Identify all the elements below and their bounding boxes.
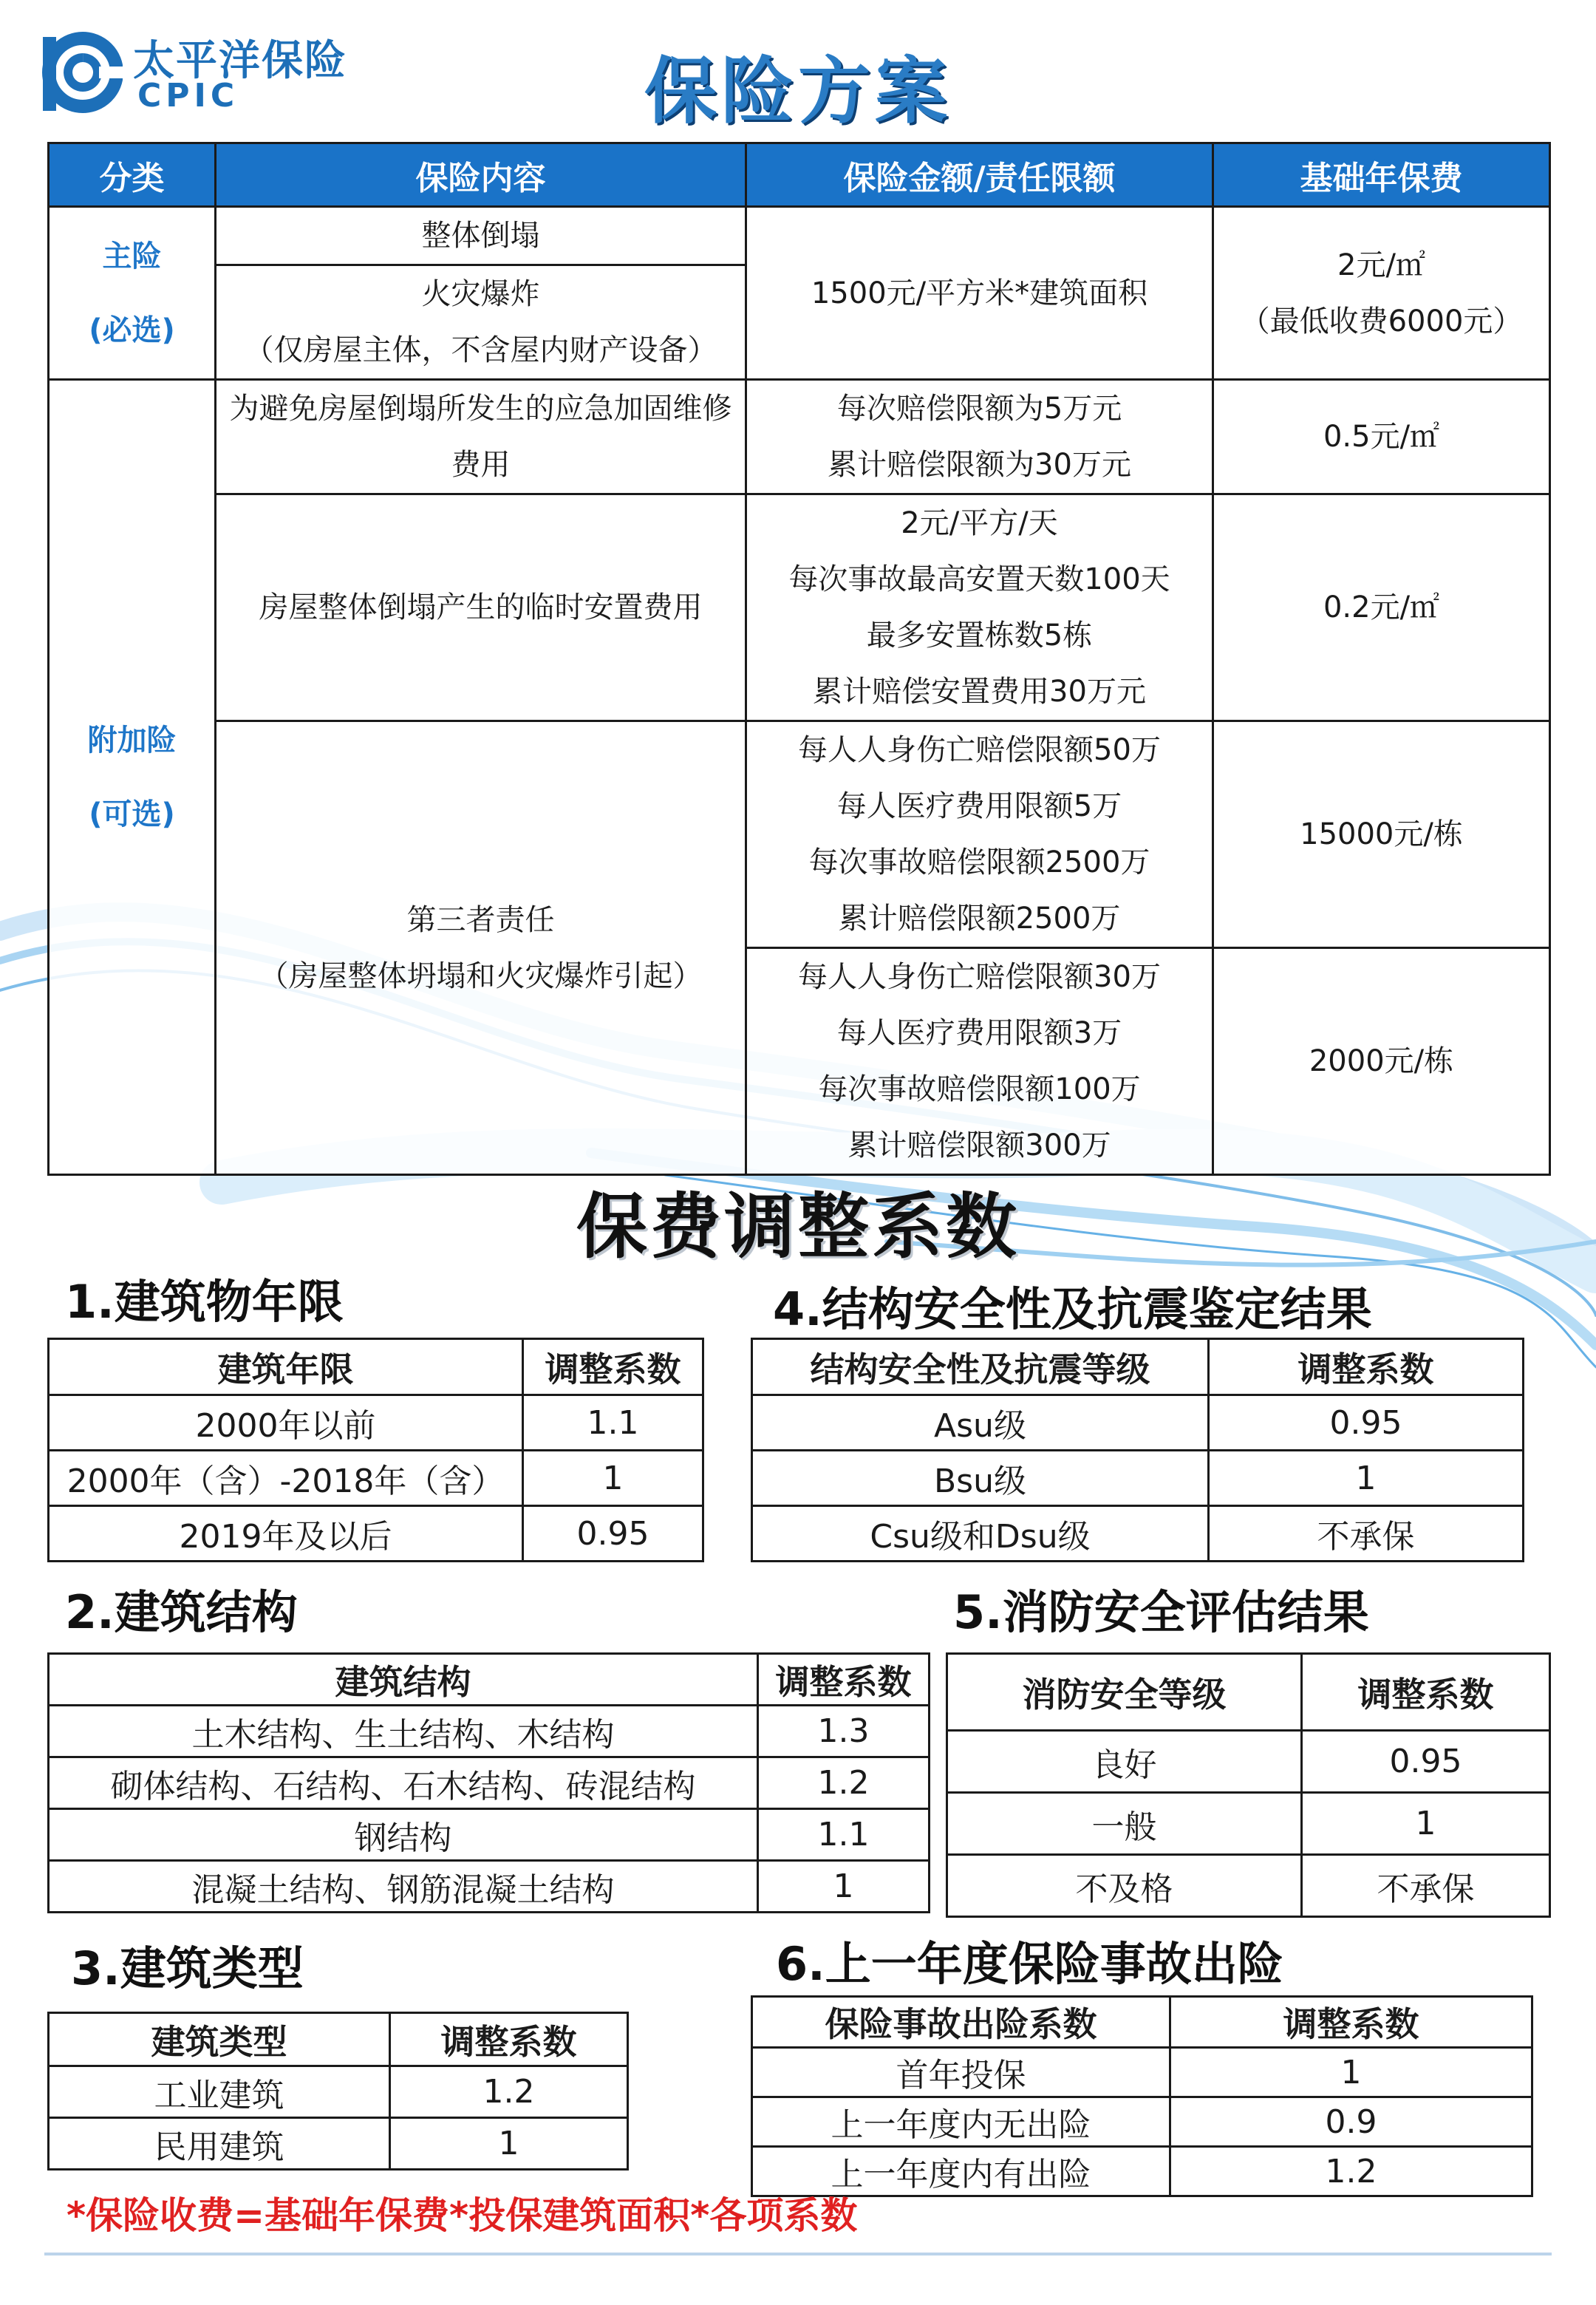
main-amount: 1500元/平方米*建筑面积 — [746, 207, 1213, 380]
table-row — [49, 494, 1550, 721]
table-row — [49, 1451, 703, 1506]
table-row — [752, 1451, 1524, 1506]
table-row — [49, 1395, 703, 1451]
addon-premium-third-party-b: 2000元/栋 — [1213, 948, 1550, 1175]
table-cell: Bsu级 — [752, 1451, 1209, 1506]
table-row — [49, 380, 1550, 494]
table-row — [947, 1855, 1550, 1917]
table-header-cell: 调整系数 — [1170, 1997, 1532, 2048]
premium-formula-note: *保险收费=基础年保费*投保建筑面积*各项系数 — [66, 2194, 858, 2237]
header-amount: 保险金额/责任限额 — [746, 143, 1213, 207]
table-cell: 0.95 — [1209, 1395, 1524, 1451]
table-cell: 1.2 — [1170, 2147, 1532, 2196]
table-row — [752, 2097, 1532, 2147]
table-header-cell: 调整系数 — [1302, 1654, 1550, 1731]
table-cell: 不承保 — [1209, 1506, 1524, 1562]
table-header-row — [49, 143, 1550, 207]
addon-premium-third-party-a: 15000元/栋 — [1213, 721, 1550, 948]
table-cell: 钢结构 — [49, 1809, 758, 1861]
main-content-collapse: 整体倒塌 — [216, 207, 746, 265]
table-header-cell: 调整系数 — [523, 1339, 703, 1395]
table-cell: 1 — [523, 1451, 703, 1506]
page-title: 保险方案 — [644, 50, 952, 134]
table-cell: 1.1 — [758, 1809, 930, 1861]
header-category: 分类 — [49, 143, 216, 207]
table-row — [49, 2118, 628, 2170]
prior-claims-table — [751, 1995, 1533, 2197]
table-cell: 0.9 — [1170, 2097, 1532, 2147]
table-cell: 1.2 — [758, 1757, 930, 1809]
table-cell: 1.1 — [523, 1395, 703, 1451]
table-cell: Csu级和Dsu级 — [752, 1506, 1209, 1562]
factor-title-structural-safety: 4.结构安全性及抗震鉴定结果 — [773, 1282, 1372, 1336]
table-cell: 不承保 — [1302, 1855, 1550, 1917]
table-row — [752, 2147, 1532, 2196]
table-row — [947, 1793, 1550, 1855]
table-cell: 2000年（含）-2018年（含） — [49, 1451, 523, 1506]
building-structure-table — [47, 1652, 930, 1913]
factor-title-building-age: 1.建筑物年限 — [65, 1275, 344, 1329]
table-cell: 混凝土结构、钢筋混凝土结构 — [49, 1861, 758, 1913]
table-header-row — [49, 1654, 930, 1706]
factor-title-building-type: 3.建筑类型 — [71, 1941, 304, 1995]
header-premium: 基础年保费 — [1213, 143, 1550, 207]
table-cell: 上一年度内有出险 — [752, 2147, 1170, 2196]
table-cell: 1 — [758, 1861, 930, 1913]
table-row — [49, 1757, 930, 1809]
table-row — [947, 1731, 1550, 1793]
table-cell: 不及格 — [947, 1855, 1302, 1917]
table-header-cell: 建筑结构 — [49, 1654, 758, 1706]
structural-safety-table — [751, 1338, 1524, 1562]
table-header-cell: 调整系数 — [390, 2013, 628, 2066]
table-cell: 民用建筑 — [49, 2118, 390, 2170]
table-header-cell: 结构安全性及抗震等级 — [752, 1339, 1209, 1395]
header-content: 保险内容 — [216, 143, 746, 207]
table-row — [752, 1506, 1524, 1562]
addon-content-third-party: 第三者责任 （房屋整体坍塌和火灾爆炸引起） — [216, 721, 746, 1175]
addon-amount-reinforce: 每次赔偿限额为5万元 累计赔偿限额为30万元 — [746, 380, 1213, 494]
main-premium: 2元/㎡ （最低收费6000元） — [1213, 207, 1550, 380]
brand-name-cn: 太平洋保险 — [133, 37, 347, 85]
addon-content-relocation: 房屋整体倒塌产生的临时安置费用 — [216, 494, 746, 721]
factor-title-fire-safety: 5.消防安全评估结果 — [953, 1585, 1369, 1639]
addon-insurance-category: 附加险 (可选) — [49, 380, 216, 1175]
section-title: 保费调整系数 — [576, 1185, 1020, 1268]
table-cell: 一般 — [947, 1793, 1302, 1855]
table-cell: 1 — [390, 2118, 628, 2170]
table-row — [49, 207, 1550, 265]
addon-amount-third-party-a: 每人人身伤亡赔偿限额50万 每人医疗费用限额5万 每次事故赔偿限额2500万 累计赔偿限额2500万 — [746, 721, 1213, 948]
table-cell: Asu级 — [752, 1395, 1209, 1451]
table-cell: 土木结构、生土结构、木结构 — [49, 1706, 758, 1757]
table-cell: 1 — [1302, 1793, 1550, 1855]
table-cell: 1 — [1209, 1451, 1524, 1506]
main-content-fire: 火灾爆炸 （仅房屋主体，不含屋内财产设备） — [216, 265, 746, 380]
table-cell: 1.2 — [390, 2066, 628, 2118]
table-header-cell: 保险事故出险系数 — [752, 1997, 1170, 2048]
brand-name-en: CPIC — [137, 77, 239, 115]
table-cell: 1.3 — [758, 1706, 930, 1757]
table-row — [49, 721, 1550, 948]
table-row — [49, 1861, 930, 1913]
table-row — [49, 2066, 628, 2118]
addon-premium-reinforce: 0.5元/㎡ — [1213, 380, 1550, 494]
table-cell: 砌体结构、石结构、石木结构、砖混结构 — [49, 1757, 758, 1809]
table-header-row — [49, 2013, 628, 2066]
table-header-cell: 调整系数 — [1209, 1339, 1524, 1395]
building-type-table — [47, 2012, 629, 2170]
table-cell: 良好 — [947, 1731, 1302, 1793]
insurance-plan-table — [47, 142, 1551, 1176]
table-header-cell: 消防安全等级 — [947, 1654, 1302, 1731]
table-cell: 1 — [1170, 2048, 1532, 2097]
addon-amount-third-party-b: 每人人身伤亡赔偿限额30万 每人医疗费用限额3万 每次事故赔偿限额100万 累计赔偿限额300万 — [746, 948, 1213, 1175]
addon-content-reinforce: 为避免房屋倒塌所发生的应急加固维修 费用 — [216, 380, 746, 494]
table-header-row — [752, 1997, 1532, 2048]
table-header-row — [752, 1339, 1524, 1395]
table-header-cell: 建筑年限 — [49, 1339, 523, 1395]
building-age-table — [47, 1338, 704, 1562]
factor-title-building-structure: 2.建筑结构 — [65, 1585, 298, 1639]
table-header-row — [49, 1339, 703, 1395]
table-cell: 0.95 — [523, 1506, 703, 1562]
table-row — [49, 1809, 930, 1861]
factor-title-prior-claims: 6.上一年度保险事故出险 — [776, 1937, 1283, 1991]
table-row — [752, 2048, 1532, 2097]
footer-divider — [44, 2253, 1552, 2255]
table-row — [752, 1395, 1524, 1451]
addon-amount-relocation: 2元/平方/天 每次事故最高安置天数100天 最多安置栋数5栋 累计赔偿安置费用30万元 — [746, 494, 1213, 721]
main-insurance-category: 主险 (必选) — [49, 207, 216, 380]
fire-safety-table — [946, 1652, 1551, 1918]
table-cell: 2000年以前 — [49, 1395, 523, 1451]
table-cell: 0.95 — [1302, 1731, 1550, 1793]
table-row — [49, 1706, 930, 1757]
table-header-cell: 调整系数 — [758, 1654, 930, 1706]
addon-premium-relocation: 0.2元/㎡ — [1213, 494, 1550, 721]
table-row — [49, 1506, 703, 1562]
table-cell: 工业建筑 — [49, 2066, 390, 2118]
table-header-row — [947, 1654, 1550, 1731]
table-cell: 首年投保 — [752, 2048, 1170, 2097]
table-cell: 上一年度内无出险 — [752, 2097, 1170, 2147]
table-header-cell: 建筑类型 — [49, 2013, 390, 2066]
table-cell: 2019年及以后 — [49, 1506, 523, 1562]
